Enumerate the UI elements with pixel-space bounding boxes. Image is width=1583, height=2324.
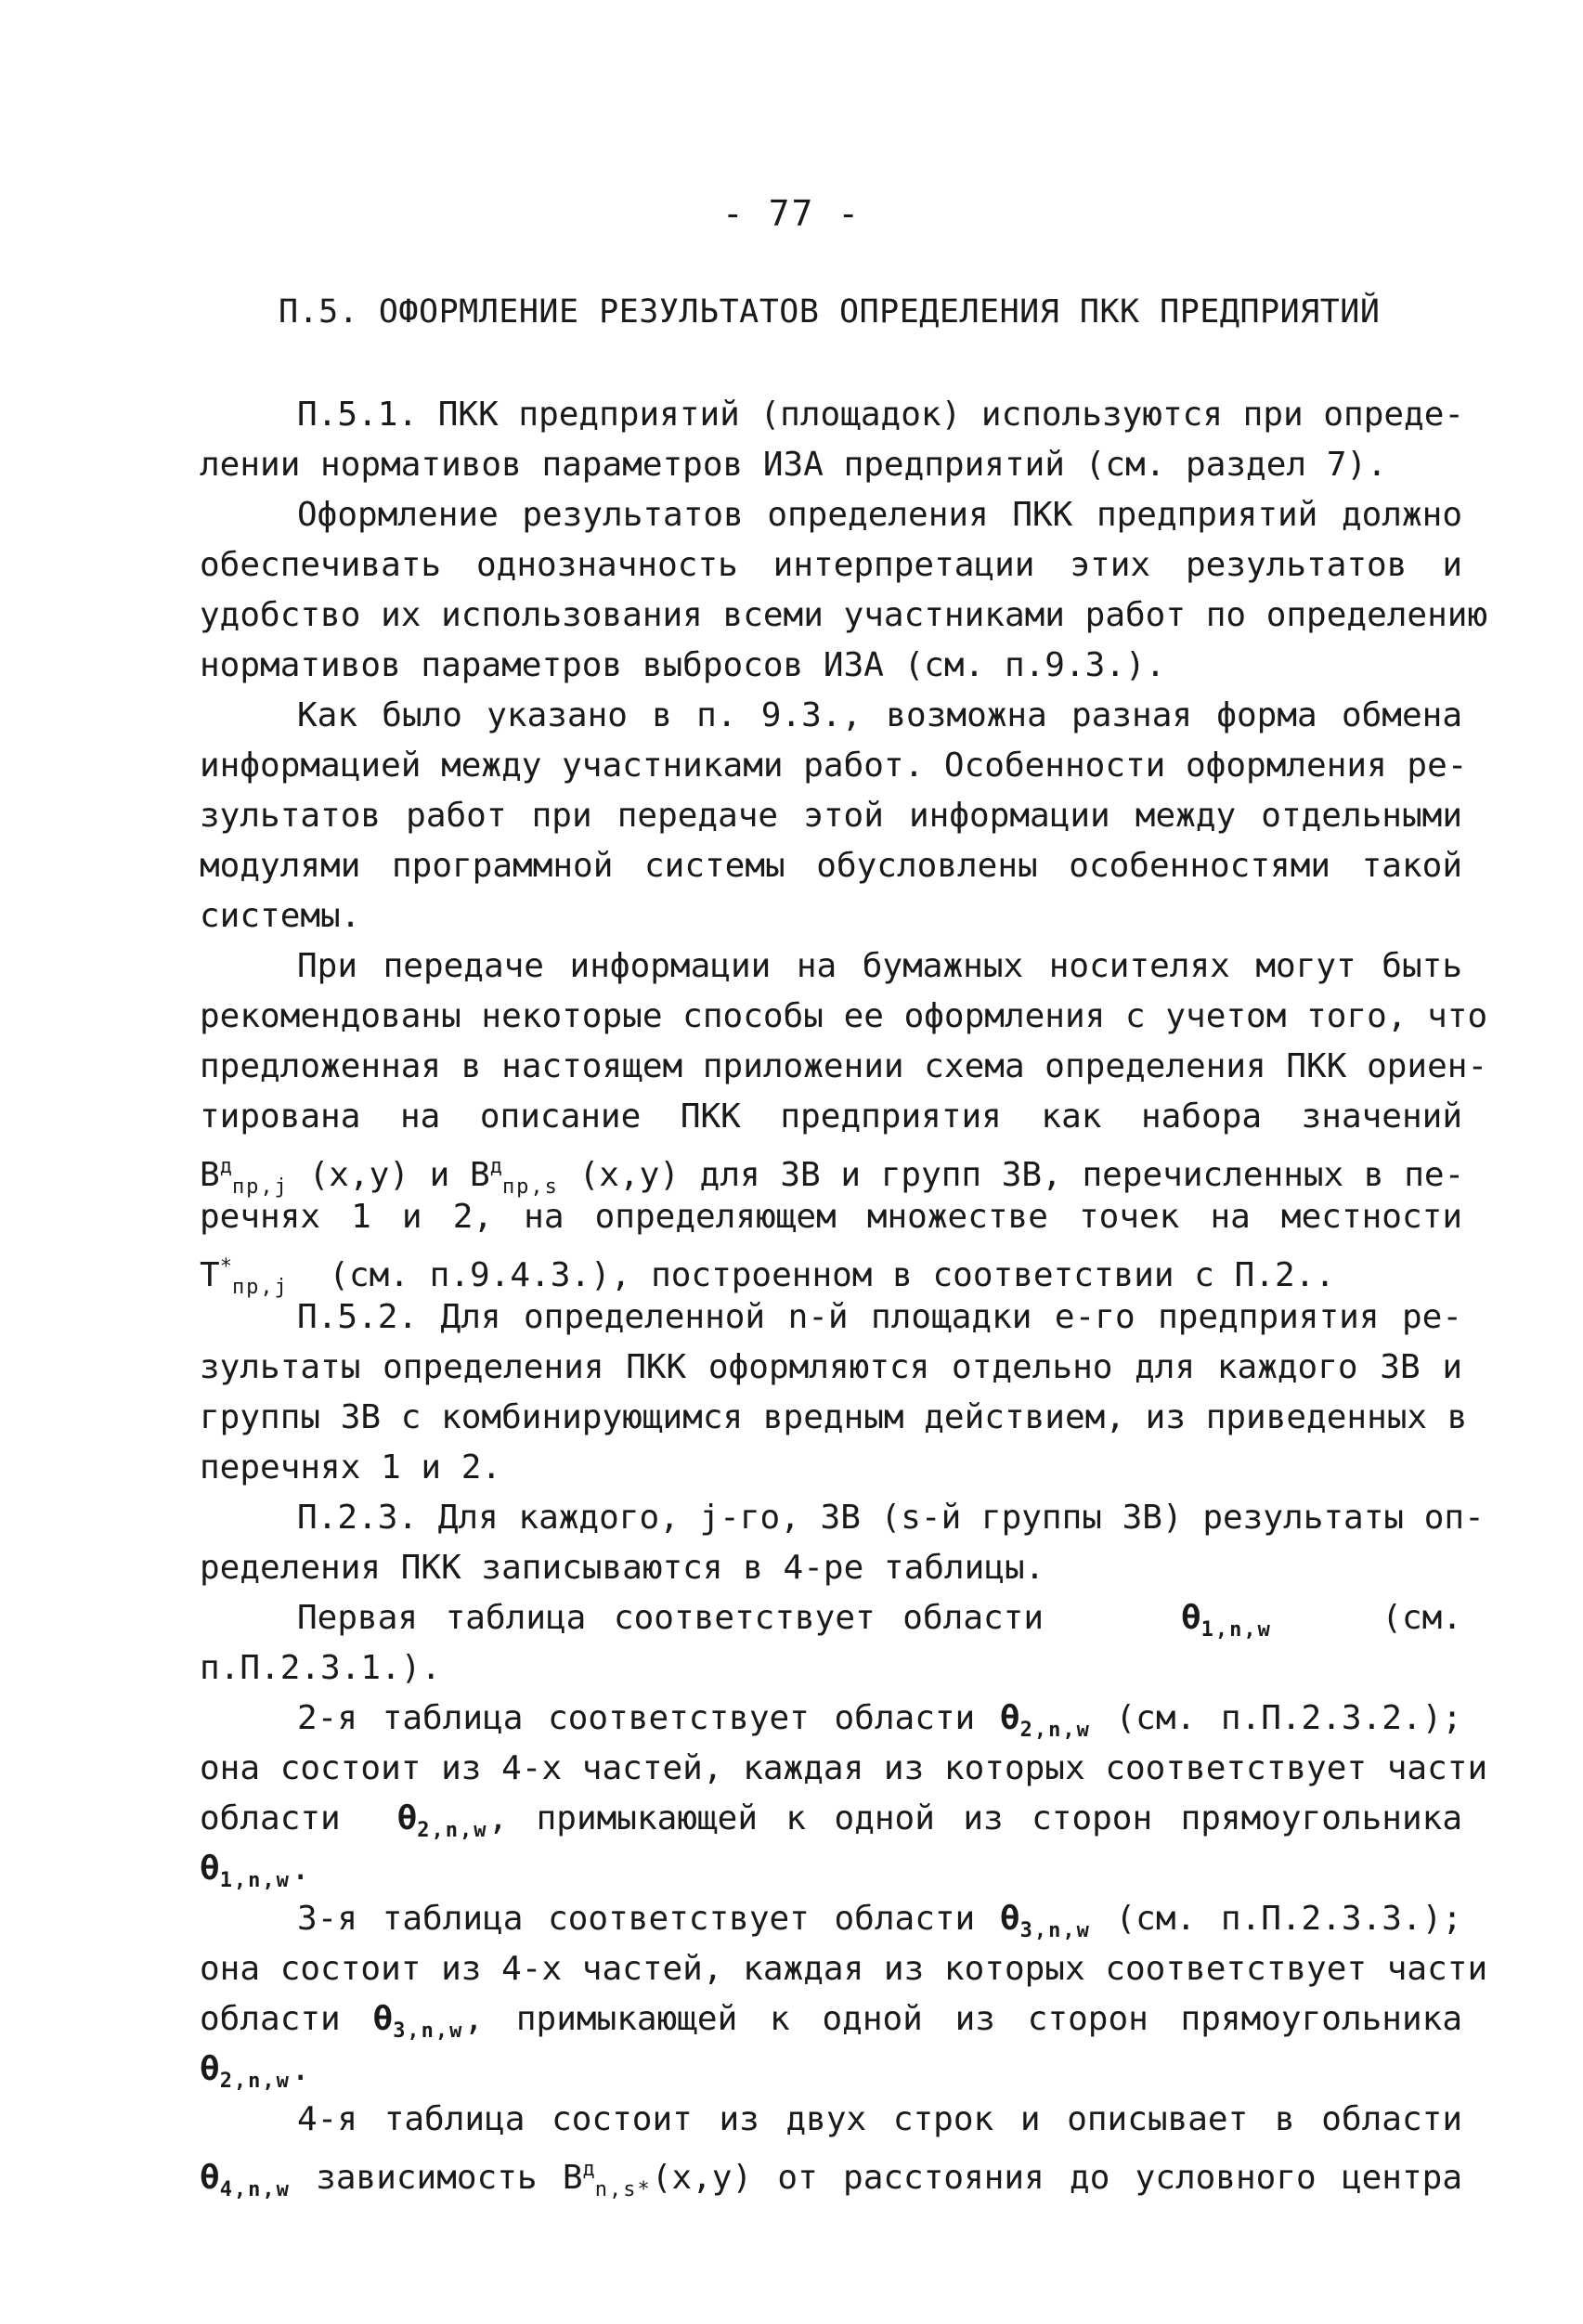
text-line: П.2.3. Для каждого, j-го, ЗВ (s-й группы ЗВ) результаты оп- bbox=[297, 1499, 1485, 1537]
text-line: П.5.1. ПКК предприятий (площадок) используются при опреде- bbox=[297, 396, 1465, 434]
text-fragment: (x,y) от расстояния до условного центра bbox=[651, 2159, 1462, 2197]
text-line: предложенная в настоящем приложении схема определения ПКК ориен- bbox=[200, 1047, 1488, 1085]
text-line-formula bbox=[200, 1994, 1462, 2045]
symbol-t: Т bbox=[200, 1256, 220, 1294]
text-fragment: (x,y) для ЗВ и групп ЗВ, перечисленных в пе- bbox=[578, 1156, 1465, 1194]
text-line-formula bbox=[200, 1242, 1462, 1299]
subscript: 1,n,w bbox=[1200, 1618, 1272, 1642]
text-fragment: . bbox=[290, 1850, 311, 1888]
text-line: зультаты определения ПКК оформляются отдельно для каждого ЗВ и bbox=[200, 1348, 1462, 1386]
text-line: модулями программной системы обусловлены особенностями такой bbox=[200, 847, 1462, 885]
text-fragment: . bbox=[290, 2050, 311, 2088]
text-line-formula bbox=[200, 1593, 1462, 1643]
text-line: Как было указано в п. 9.3., возможна разная форма обмена bbox=[297, 696, 1462, 734]
text-fragment: (см. bbox=[1382, 1599, 1462, 1637]
superscript: д bbox=[219, 1155, 232, 1178]
subscript: 3,n,w bbox=[1019, 1919, 1091, 1942]
subscript: 4,n,w bbox=[219, 2178, 291, 2201]
text-line: обеспечивать однозначность интерпретации этих результатов и bbox=[200, 546, 1462, 584]
subscript: пр,s bbox=[501, 1175, 559, 1199]
text-line-formula bbox=[200, 1894, 1462, 1944]
text-line: При передаче информации на бумажных носителях могут быть bbox=[297, 947, 1462, 985]
text-line: она состоит из 4-х частей, каждая из которых соответствует части bbox=[200, 1749, 1488, 1787]
text-line: нормативов параметров выбросов ИЗА (см. п.9.3.). bbox=[200, 646, 1166, 684]
text-line: перечнях 1 и 2. bbox=[200, 1448, 502, 1487]
text-fragment: , примыкающей к одной из сторон прямоугольника bbox=[487, 1799, 1462, 1837]
text-line: П.5.2. Для определенной n-й площадки e-го предприятия ре- bbox=[297, 1298, 1462, 1336]
subscript: n,s* bbox=[594, 2178, 652, 2201]
text-line: системы. bbox=[200, 897, 361, 935]
subscript: 2,n,w bbox=[219, 2070, 291, 2093]
text-line-formula bbox=[200, 1694, 1462, 1744]
text-fragment: Первая таблица соответствует области bbox=[297, 1599, 1045, 1637]
text-line: зультатов работ при передаче этой информации между отдельными bbox=[200, 797, 1462, 835]
text-fragment: (см. п.П.2.3.3.); bbox=[1115, 1900, 1462, 1938]
superscript: д bbox=[489, 1155, 502, 1178]
text-line: группы ЗВ с комбинирующимся вредным действием, из приведенных в bbox=[200, 1398, 1468, 1436]
theta-symbol: θ bbox=[372, 2000, 394, 2038]
theta-symbol: θ bbox=[1180, 1599, 1201, 1637]
text-line: тирована на описание ПКК предприятия как набора значений bbox=[200, 1097, 1462, 1136]
superscript: * bbox=[219, 1255, 232, 1279]
text-line: ределения ПКК записываются в 4-ре таблицы. bbox=[200, 1549, 1045, 1587]
symbol-b: В bbox=[200, 1156, 220, 1194]
text-fragment: (см. п.П.2.3.2.); bbox=[1115, 1699, 1462, 1737]
text-fragment: , примыкающей к одной из сторон прямоугольника bbox=[463, 2000, 1462, 2038]
text-fragment: области bbox=[200, 2000, 341, 2038]
text-line: рекомендованы некоторые способы ее оформления с учетом того, что bbox=[200, 997, 1488, 1035]
theta-symbol: θ bbox=[999, 1900, 1020, 1938]
text-line: лении нормативов параметров ИЗА предприятий (см. раздел 7). bbox=[200, 446, 1387, 484]
text-line-formula bbox=[200, 2145, 1462, 2201]
subscript: 3,n,w bbox=[393, 2019, 464, 2043]
text-fragment: 3-я таблица соответствует области bbox=[297, 1900, 976, 1938]
subscript: пр,j bbox=[231, 1276, 289, 1299]
theta-symbol: θ bbox=[999, 1699, 1020, 1737]
page-number: - 77 - bbox=[721, 193, 862, 234]
text-fragment: (см. п.9.4.3.), построенном в соответствии с П.2.. bbox=[329, 1256, 1335, 1294]
text-line: Оформление результатов определения ПКК предприятий должно bbox=[297, 496, 1462, 534]
body-text bbox=[200, 390, 1488, 2201]
text-line-formula bbox=[200, 1794, 1462, 1844]
subscript: 1,n,w bbox=[219, 1869, 291, 1892]
subscript: 2,n,w bbox=[1019, 1719, 1091, 1742]
theta-symbol: θ bbox=[200, 2050, 220, 2088]
text-line-formula bbox=[200, 1142, 1465, 1199]
text-line: она состоит из 4-х частей, каждая из которых соответствует части bbox=[200, 1950, 1488, 1988]
text-fragment: области bbox=[200, 1799, 341, 1837]
subscript: 2,n,w bbox=[417, 1819, 488, 1842]
section-heading: П.5. ОФОРМЛЕНИЕ РЕЗУЛЬТАТОВ ОПРЕДЕЛЕНИЯ ПКК ПРЕДПРИЯТИЙ bbox=[279, 293, 1381, 331]
text-line-formula bbox=[200, 1844, 1462, 1894]
text-line: удобство их использования всеми участниками работ по определению bbox=[200, 596, 1488, 634]
superscript: д bbox=[582, 2158, 595, 2181]
theta-symbol: θ bbox=[396, 1799, 418, 1837]
text-line: 4-я таблица состоит из двух строк и описывает в области bbox=[297, 2100, 1462, 2138]
text-line: п.П.2.3.1.). bbox=[200, 1649, 442, 1687]
text-fragment: (x,y) и В bbox=[308, 1156, 490, 1194]
text-fragment: 2-я таблица соответствует области bbox=[297, 1699, 976, 1737]
text-fragment: зависимость В bbox=[316, 2159, 583, 2197]
text-line: информацией между участниками работ. Особенности оформления ре- bbox=[200, 747, 1468, 785]
subscript: пр,j bbox=[231, 1175, 289, 1199]
theta-symbol: θ bbox=[200, 2159, 220, 2197]
text-line-formula bbox=[200, 2045, 1462, 2095]
text-line: речнях 1 и 2, на определяющем множестве точек на местности bbox=[200, 1198, 1462, 1236]
theta-symbol: θ bbox=[200, 1850, 220, 1888]
